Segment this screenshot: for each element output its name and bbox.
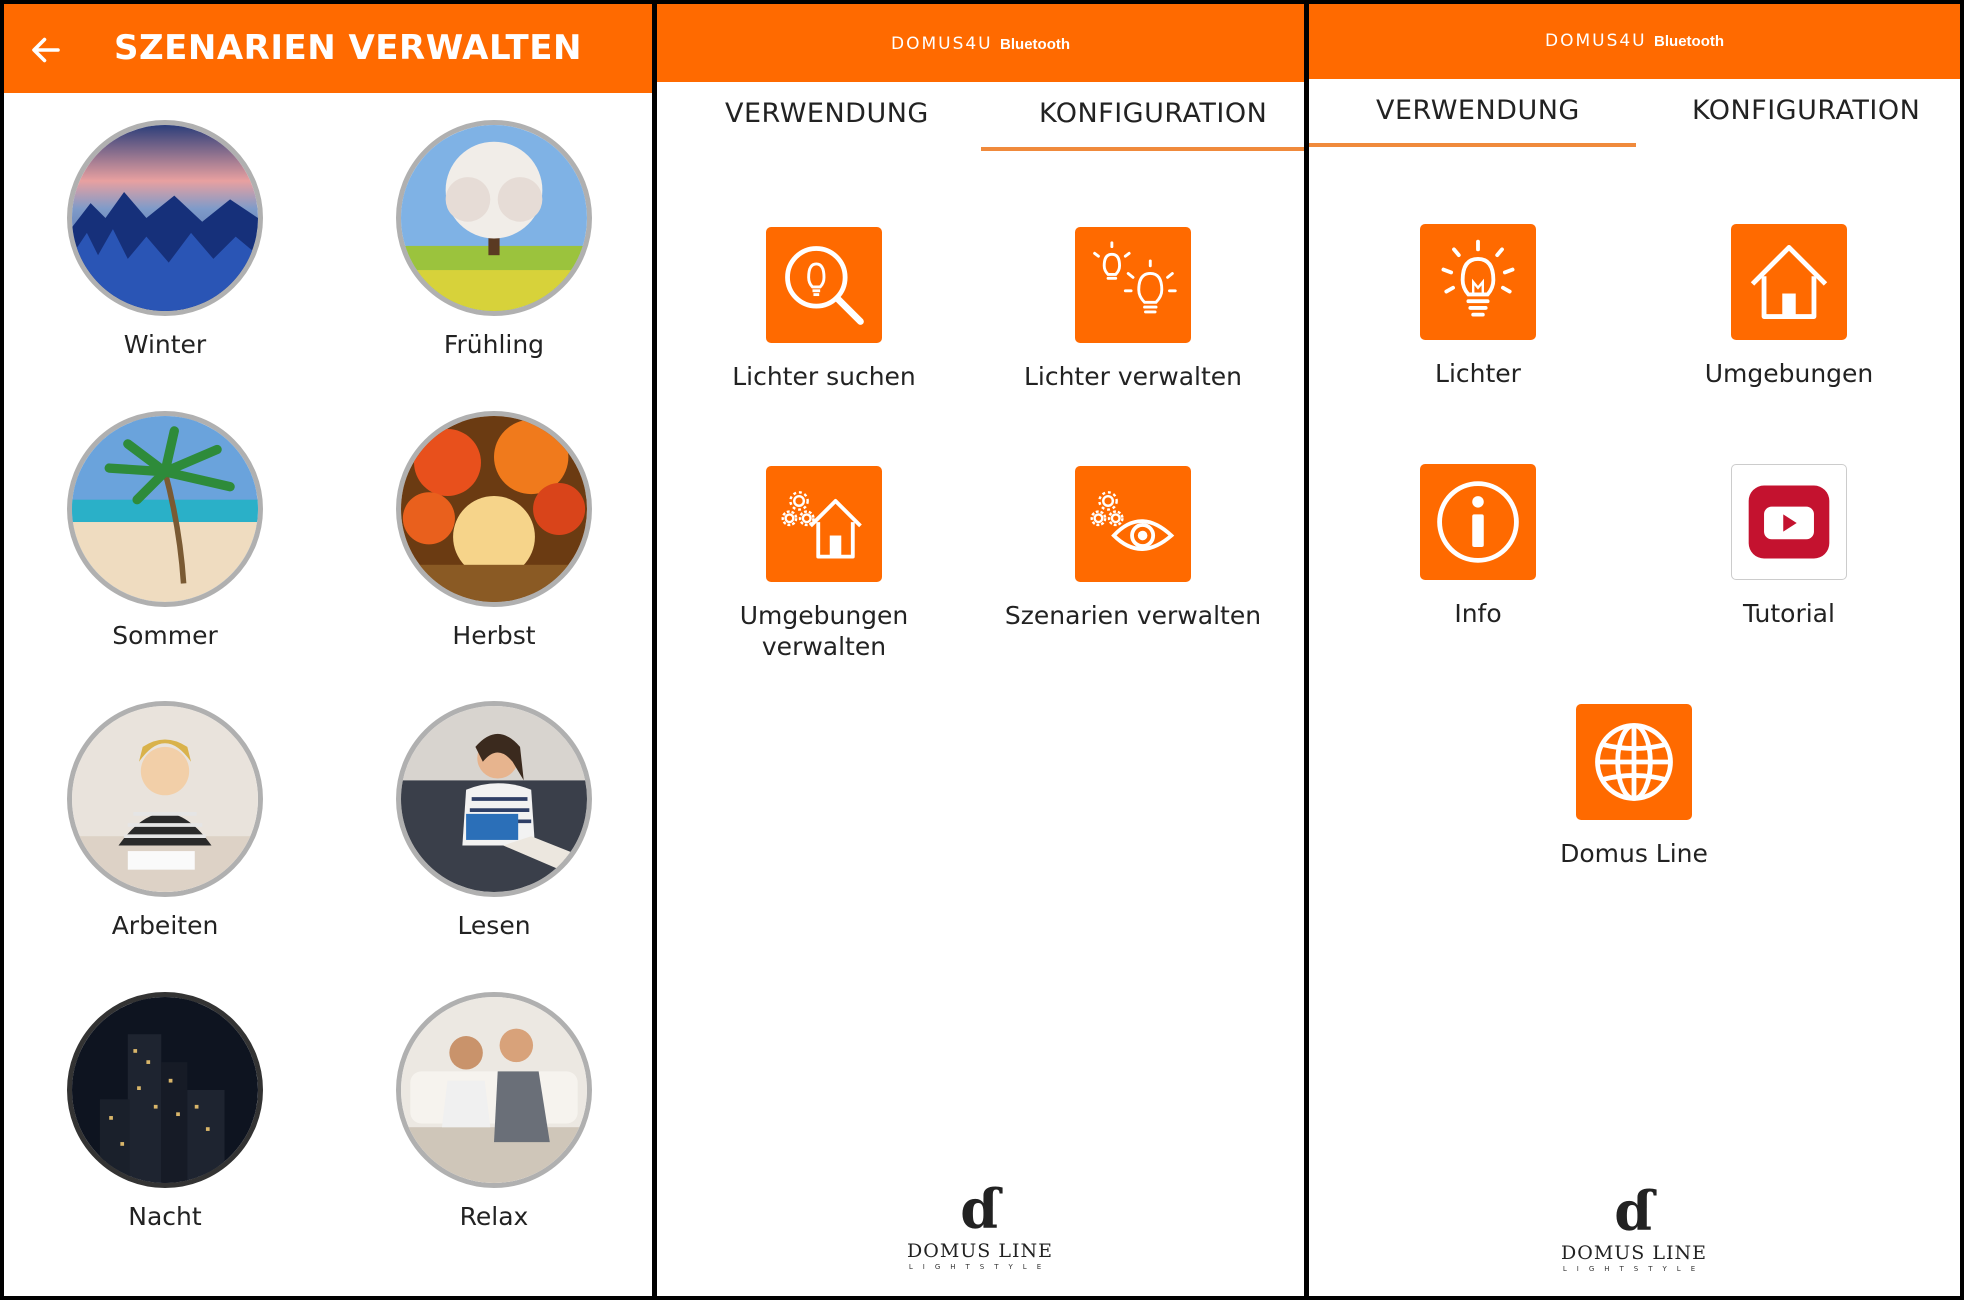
work-thumbnail <box>67 701 263 897</box>
configuration-panel <box>657 4 1304 1296</box>
scene-night[interactable] <box>15 992 315 1231</box>
arrow-left-icon[interactable] <box>28 32 64 68</box>
usage-panel <box>1309 4 1960 1296</box>
tile-label: Lichter <box>1435 359 1521 388</box>
scene-label: Sommer <box>112 621 218 650</box>
scene-label: Nacht <box>128 1202 202 1231</box>
autumn-thumbnail <box>396 411 592 607</box>
brand-tech: Bluetooth <box>1000 36 1071 53</box>
app-bar <box>4 4 652 93</box>
logo-name: DOMUS LINE <box>907 1240 1053 1262</box>
scene-relax[interactable] <box>344 992 644 1231</box>
youtube-icon <box>1731 464 1847 580</box>
logo-mark: ɗ <box>960 1177 1000 1241</box>
tab-verwendung[interactable]: VERWENDUNG <box>725 98 929 129</box>
scene-label: Relax <box>459 1202 529 1231</box>
search-bulb-icon <box>766 227 882 343</box>
brand-title <box>657 34 1304 54</box>
scene-spring[interactable] <box>344 120 644 359</box>
house-icon <box>1731 224 1847 340</box>
tab-konfiguration[interactable]: KONFIGURATION <box>1692 95 1921 126</box>
house-gears-icon <box>766 466 882 582</box>
eye-gears-icon <box>1075 466 1191 582</box>
tile-umgebungen[interactable] <box>1639 224 1939 389</box>
tile-info[interactable] <box>1328 464 1628 629</box>
relax-thumbnail <box>396 992 592 1188</box>
logo-tagline: LIGHTSTYLE <box>1562 1265 1706 1273</box>
scene-label: Frühling <box>443 330 545 359</box>
summer-thumbnail <box>67 411 263 607</box>
tile-lichter-verwalten[interactable] <box>983 227 1283 392</box>
tile-label: Szenarien verwalten <box>1004 601 1262 630</box>
tile-umgebungen-verwalten[interactable] <box>674 466 974 662</box>
tile-lichter-suchen[interactable] <box>674 227 974 392</box>
active-tab-indicator <box>1309 143 1636 147</box>
domus-line-logo <box>880 1177 1080 1271</box>
scenarios-panel <box>4 4 652 1296</box>
reading-thumbnail <box>396 701 592 897</box>
tile-label: Lichter suchen <box>732 362 916 391</box>
tile-szenarien-verwalten[interactable] <box>983 466 1283 631</box>
tab-konfiguration[interactable]: KONFIGURATION <box>1039 98 1268 129</box>
spring-thumbnail <box>396 120 592 316</box>
night-thumbnail <box>67 992 263 1188</box>
tile-label: Info <box>1454 599 1502 628</box>
bulb-icon <box>1420 224 1536 340</box>
tile-domus-line[interactable] <box>1484 704 1784 869</box>
tab-verwendung[interactable]: VERWENDUNG <box>1376 95 1580 126</box>
active-tab-indicator <box>981 147 1304 151</box>
tile-label: Umgebungen <box>1704 359 1874 388</box>
brand-header <box>1309 4 1960 79</box>
brand-title <box>1309 31 1960 51</box>
info-icon <box>1420 464 1536 580</box>
scene-label: Arbeiten <box>111 911 219 940</box>
tile-lichter[interactable] <box>1328 224 1628 389</box>
tile-tutorial[interactable] <box>1639 464 1939 629</box>
scene-autumn[interactable] <box>344 411 644 650</box>
brand-name: DOMUS4U <box>1544 31 1647 51</box>
tile-label: Domus Line <box>1560 839 1708 868</box>
bulbs-icon <box>1075 227 1191 343</box>
scene-label: Herbst <box>452 621 536 650</box>
winter-thumbnail <box>67 120 263 316</box>
domus-line-logo <box>1534 1179 1734 1273</box>
logo-name: DOMUS LINE <box>1561 1242 1707 1264</box>
logo-tagline: LIGHTSTYLE <box>908 1263 1052 1271</box>
brand-tech: Bluetooth <box>1654 33 1725 50</box>
tile-label: Umgebungen verwalten <box>739 601 909 661</box>
brand-header <box>657 4 1304 82</box>
scene-label: Lesen <box>457 911 531 940</box>
tile-label: Lichter verwalten <box>1023 362 1243 391</box>
scene-reading[interactable] <box>344 701 644 940</box>
tile-label: Tutorial <box>1743 599 1835 628</box>
logo-mark: ɗ <box>1614 1179 1654 1243</box>
brand-name: DOMUS4U <box>890 34 993 54</box>
scene-winter[interactable] <box>15 120 315 359</box>
scene-work[interactable] <box>15 701 315 940</box>
scene-label: Winter <box>123 330 207 359</box>
globe-icon <box>1576 704 1692 820</box>
scene-summer[interactable] <box>15 411 315 650</box>
page-title: SZENARIEN VERWALTEN <box>114 28 582 68</box>
